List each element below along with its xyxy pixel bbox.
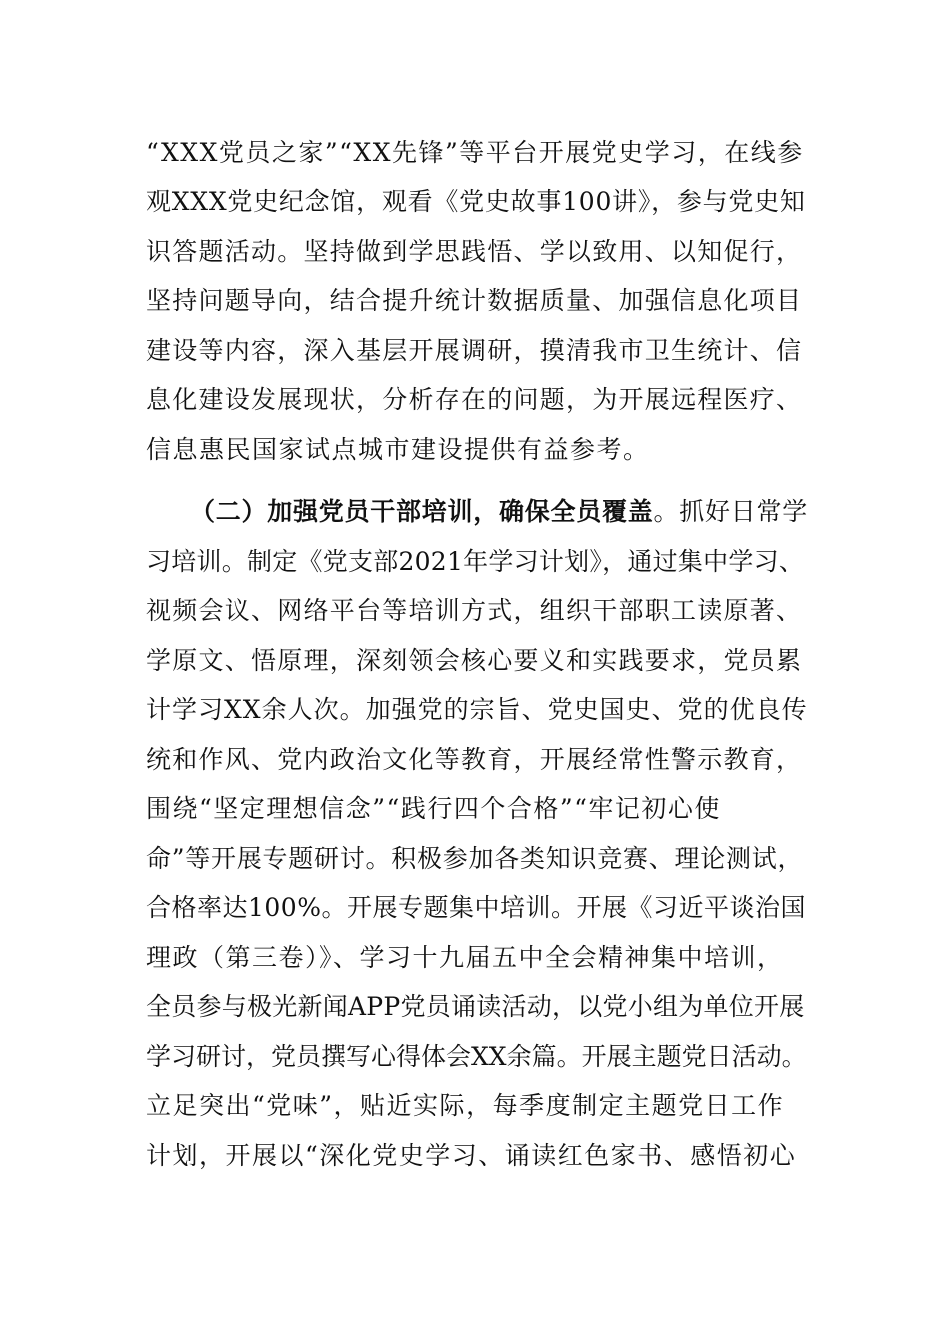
paragraph-1-line-5: 建设等内容，深入基层开展调研，摸清我市卫生统计、信 [146,336,803,365]
paragraph-2-line-1-rest: 。抓好日常学 [653,497,809,526]
paragraph-2-line-5: 计学习XX余人次。加强党的宗旨、党史国史、党的优良传 [146,695,808,724]
paragraph-2-line-13: 立足突出“党味”，贴近实际，每季度制定主题党日工作 [146,1091,785,1120]
paragraph-2-line-6: 统和作风、党内政治文化等教育，开展经常性警示教育， [146,745,803,774]
paragraph-2-line-14: 计划，开展以“深化党史学习、诵读红色家书、感悟初心 [146,1141,797,1170]
paragraph-1-line-6: 息化建设发展现状，分析存在的问题，为开展远程医疗、 [146,385,803,414]
paragraph-1-line-3: 识答题活动。坚持做到学思践悟、学以致用、以知促行， [146,237,803,266]
paragraph-1-line-2: 观XXX党史纪念馆，观看《党史故事100讲》，参与党史知 [146,187,806,216]
section-heading: （二）加强党员干部培训，确保全员覆盖 [190,497,654,526]
paragraph-2-line-1 [190,494,808,530]
paragraph-2-line-3: 视频会议、网络平台等培训方式，组织干部职工读原著、 [146,596,803,625]
paragraph-2-line-11: 全员参与极光新闻APP党员诵读活动，以党小组为单位开展 [146,992,805,1021]
paragraph-2-line-2: 习培训。制定《党支部2021年学习计划》，通过集中学习、 [146,547,805,576]
paragraph-1-line-4: 坚持问题导向，结合提升统计数据质量、加强信息化项目 [146,286,803,315]
paragraph-2-line-10: 理政（第三卷）》、学习十九届五中全会精神集中培训， [146,943,784,972]
paragraph-2-line-9: 合格率达100%。开展专题集中培训。开展《习近平谈治国 [146,893,806,922]
paragraph-2-line-4: 学原文、悟原理，深刻领会核心要义和实践要求，党员累 [146,646,803,675]
paragraph-2-line-12: 学习研讨，党员撰写心得体会XX余篇。开展主题党日活动。 [146,1042,807,1071]
paragraph-1-line-7: 信息惠民国家试点城市建设提供有益参考。 [146,435,650,464]
paragraph-2-line-7: 围绕“坚定理想信念”“践行四个合格”“牢记初心使 [146,794,721,823]
paragraph-2-line-8: 命”等开展专题研讨。积极参加各类知识竞赛、理论测试， [146,844,804,873]
paragraph-1-line-1: “XXX党员之家”“XX先锋”等平台开展党史学习，在线参 [146,138,804,167]
